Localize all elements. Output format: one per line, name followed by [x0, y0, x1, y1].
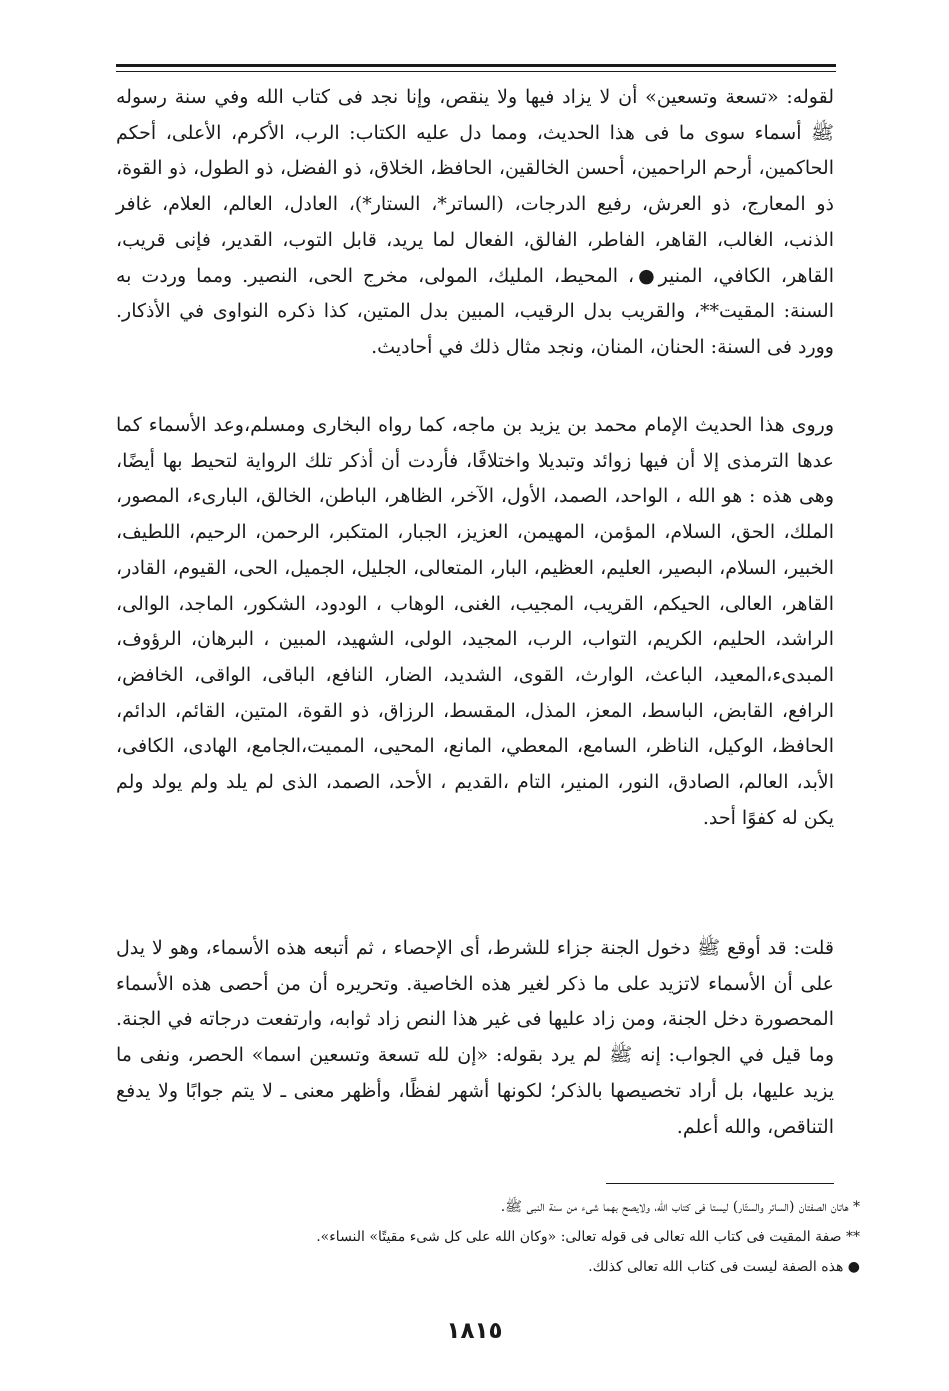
- top-rule-thin: [116, 71, 836, 72]
- paragraph-2-text: وروى هذا الحديث الإمام محمد بن يزيد بن ماجه، كما رواه البخارى ومسلم،وعد الأسماء كما عدها الترمذى إلا أن فيها زوائد وتبديلا واختلافًا، فأردت أن أذكر تلك الرواية لتحيط بها أيضًا، وهى هذه : هو الله ، الواحد، الصمد، الأول، الآخر، الظاهر، الباطن، الخالق، البارىء، المصور، الملك، الحق، السلام، المؤمن، المهيمن، العزيز، الجبار، المتكبر، الرحمن، الرحيم، اللطيف، الخبير، السلام، البصير، العليم، العظيم، البار، المتعالى، الجليل، الجميل، الحى، القيوم، القادر، القاهر، العالى، الحيكم، القريب، المجيب، الغنى، الوهاب ، الودود، الشكور، الماجد، الوالى، الراشد، الحليم، الكريم، التواب، الرب، المجيد، الولى، الشهيد، المبين ، البرهان، الرؤوف، المبدىء،المعيد، الباعث، الوارث، القوى، الشديد، الضار، النافع، الباقى، الواقى، الخافض، الرافع، القابض، الباسط، المعز، المذل، المقسط، الرزاق، ذو القوة، المتين، القائم، الدائم، الحافظ، الوكيل، الناظر، السامع، المعطي، المانع، المحيى، المميت،الجامع، الهادى، الكافى، الأبد، العالم، الصادق، النور، المنير، التام ،القديم ، الأحد، الصمد، الذى لم يلد ولم يولد ولم يكن له كفوًا أحد.: [116, 414, 834, 829]
- footnote-1: * هاتان الصفتان (الساتر والستّار) ليستا فى كتاب الله، ولايصح بهما شىء من سنة النبى ﷺ.: [500, 1199, 860, 1215]
- footnote-3: ● هذه الصفة ليست فى كتاب الله تعالى كذلك.: [588, 1259, 860, 1275]
- body-paragraph-2: [116, 408, 834, 836]
- body-paragraph-3: [116, 931, 834, 1145]
- footnote-separator: [606, 1183, 834, 1184]
- top-double-rule: [116, 64, 836, 67]
- page-number: ١٨١٥: [446, 1318, 503, 1344]
- paragraph-3-text: قلت: قد أوقع ﷺ دخول الجنة جزاء للشرط، أى الإحصاء ، ثم أتبعه هذه الأسماء، وهو لا يدل على أن الأسماء لاتزيد على ما ذكر لغير هذه الخاصية. وتحريره أن من أحصى هذه الأسماء المحصورة دخل الجنة، ومن زاد عليها فى غير هذا النص زاد ثوابه، وارتفعت درجاته في الجنة. وما قيل في الجواب: إنه ﷺ لم يرد بقوله: «إن لله تسعة وتسعين اسما» الحصر، ونفى ما يزيد عليها، بل أراد تخصيصها بالذكر؛ لكونها أشهر لفظًا، وأظهر معنى ـ لا يتم جوابًا ولا يدفع التناقص، والله أعلم.: [116, 937, 834, 1138]
- body-paragraph-1: [116, 80, 834, 366]
- footnote-2: ** صفة المقيت فى كتاب الله تعالى فى قوله تعالى: «وكان الله على كل شىء مقيتًا» النساء».: [316, 1229, 860, 1245]
- footnotes: [200, 1192, 860, 1282]
- paragraph-1-text: لقوله: «تسعة وتسعين» أن لا يزاد فيها ولا ينقص، وإنا نجد فى كتاب الله وفي سنة رسوله ﷺ أسماء سوى ما فى هذا الحديث، ومما دل عليه الكتاب: الرب، الأكرم، الأعلى، أحكم الحاكمين، أرحم الراحمين، أحسن الخالقين، الحافظ، الخلاق، ذو الفضل، ذو الطول، ذو القوة، ذو المعارج، ذو العرش، رفيع الدرجات، (الساتر*، الستار*)، العادل، العالم، العلام، غافر الذنب، الغالب، القاهر، الفاطر، الفالق، الفعال لما يريد، قابل التوب، القدير، فإنى قريب، القاهر، الكافي، المنير●، المحيط، المليك، المولى، مخرج الحى، النصير. ومما وردت به السنة: المقيت**، والقريب بدل الرقيب، المبين بدل المتين، كذا ذكره النواوى في الأذكار. وورد فى السنة: الحنان، المنان، ونجد مثال ذلك في أحاديث.: [116, 86, 834, 358]
